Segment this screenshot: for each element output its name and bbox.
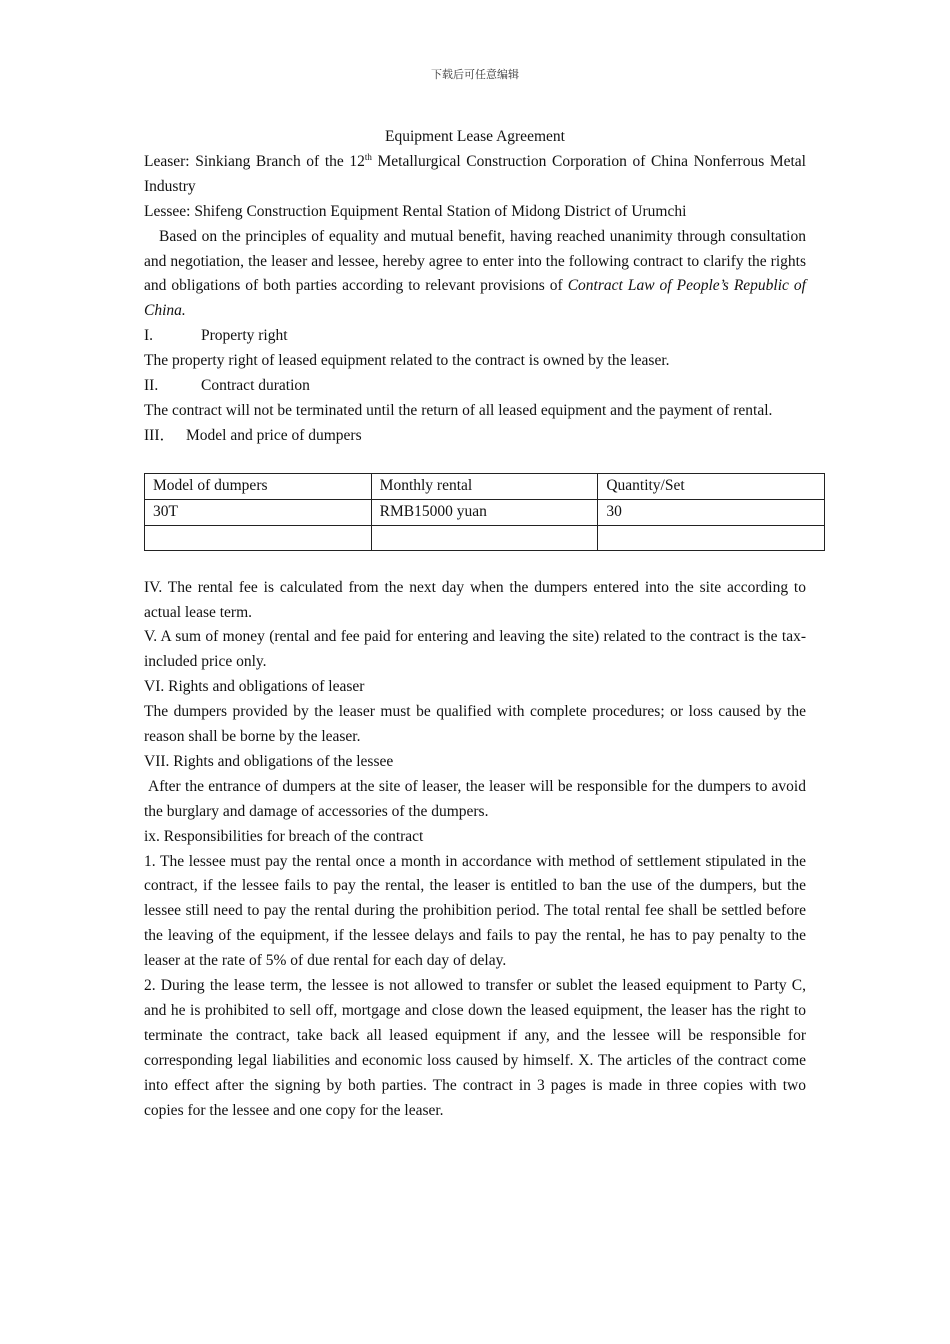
intro-law-name: Contract Law of People’s Republic of China. [144,277,806,320]
table-row [145,499,825,525]
document-title: Equipment Lease Agreement [385,128,565,145]
leaser-line [144,150,806,200]
section-5-paragraph: V. A sum of money (rental and fee paid for entering and leaving the site) related to the contract is the tax-included price only. [144,628,806,671]
section-9-clause-1: 1. The lessee must pay the rental once a month in accordance with method of settlement stipulated in the contract, if the lessee fails to pay the rental, the leaser is entitled to ban the use of the dumpers, but the lessee still need to pay the rental during the prohibition period. The total rental fee shall be settled before the leaving of the equipment, if the lessee delays and fails to pay the rental, he has to pay penalty to the leaser at the rate of 5% of due rental for each day of delay. [144,852,806,970]
section-2-heading [144,374,806,399]
table-cell [598,525,825,550]
dumper-price-table-wrap [144,473,825,551]
table-cell: 30T [145,499,372,525]
table-cell: 30 [598,499,825,525]
section-2-title: Contract duration [201,377,310,395]
section-1-title: Property right [201,327,288,345]
document-body [144,125,806,1124]
section-2-body: The contract will not be terminated until the return of all leased equipment and the payment of rental. [144,401,773,419]
section-9-heading: ix. Responsibilities for breach of the contract [144,827,424,845]
table-header-cell: Monthly rental [371,473,598,499]
section-4-paragraph: IV. The rental fee is calculated from the next day when the dumpers entered into the site according to actual lease term. [144,578,806,621]
section-1-number: I. [144,327,154,345]
table-header-row [145,473,825,499]
dumper-price-table [144,473,825,551]
table-cell [145,525,372,550]
section-9-clause-2: 2. During the lease term, the lessee is not allowed to transfer or sublet the leased equipment to Party C, and he is prohibited to sell off, mortgage and close down the leased equipment, the leaser has the right to terminate the contract, take back all leased equipment if any, and the lessee will be responsible for corresponding legal liabilities and economic loss caused by himself. X. The articles of the contract come into effect after the signing by both parties. The contract in 3 pages is made in three copies with two copies for the lessee and one copy for the leaser. [144,977,806,1119]
table-header-cell: Model of dumpers [145,473,372,499]
section-2-number: II. [144,377,159,395]
leaser-text-b: Metallurgical Construction Corporation of China Nonferrous Metal Industry [144,152,806,195]
section-7-heading: VII. Rights and obligations of the lessee [144,752,394,770]
table-cell [371,525,598,550]
table-cell: RMB15000 yuan [371,499,598,525]
section-3-heading [144,424,806,449]
section-3-number: III． [144,426,175,444]
section-7-body: After the entrance of dumpers at the site of leaser, the leaser will be responsible for the dumpers to avoid the burglary and damage of accessories of the dumpers. [144,777,806,820]
section-1-heading [144,324,806,349]
section-1-body: The property right of leased equipment related to the contract is owned by the leaser. [144,352,670,370]
table-header-cell: Quantity/Set [598,473,825,499]
intro-paragraph [144,225,806,325]
leaser-text-a: Leaser: Sinkiang Branch of the 12 [144,152,365,170]
section-6-body: The dumpers provided by the leaser must be qualified with complete procedures; or loss caused by the reason shall be borne by the leaser. [144,703,806,746]
lessee-line: Lessee: Shifeng Construction Equipment Rental Station of Midong District of Urumchi [144,202,687,220]
section-6-heading: VI. Rights and obligations of leaser [144,678,365,696]
leaser-ordinal-suffix: th [364,151,372,162]
table-row [145,525,825,550]
page-header-watermark: 下载后可任意编辑 [431,68,519,81]
intro-text: Based on the principles of equality and mutual benefit, having reached unanimity through consultation and negotiation, the leaser and lessee, hereby agree to enter into the following contract to clarify the rights and obligations of both parties according to relevant provisions of [144,227,806,295]
section-3-title: Model and price of dumpers [186,426,362,444]
